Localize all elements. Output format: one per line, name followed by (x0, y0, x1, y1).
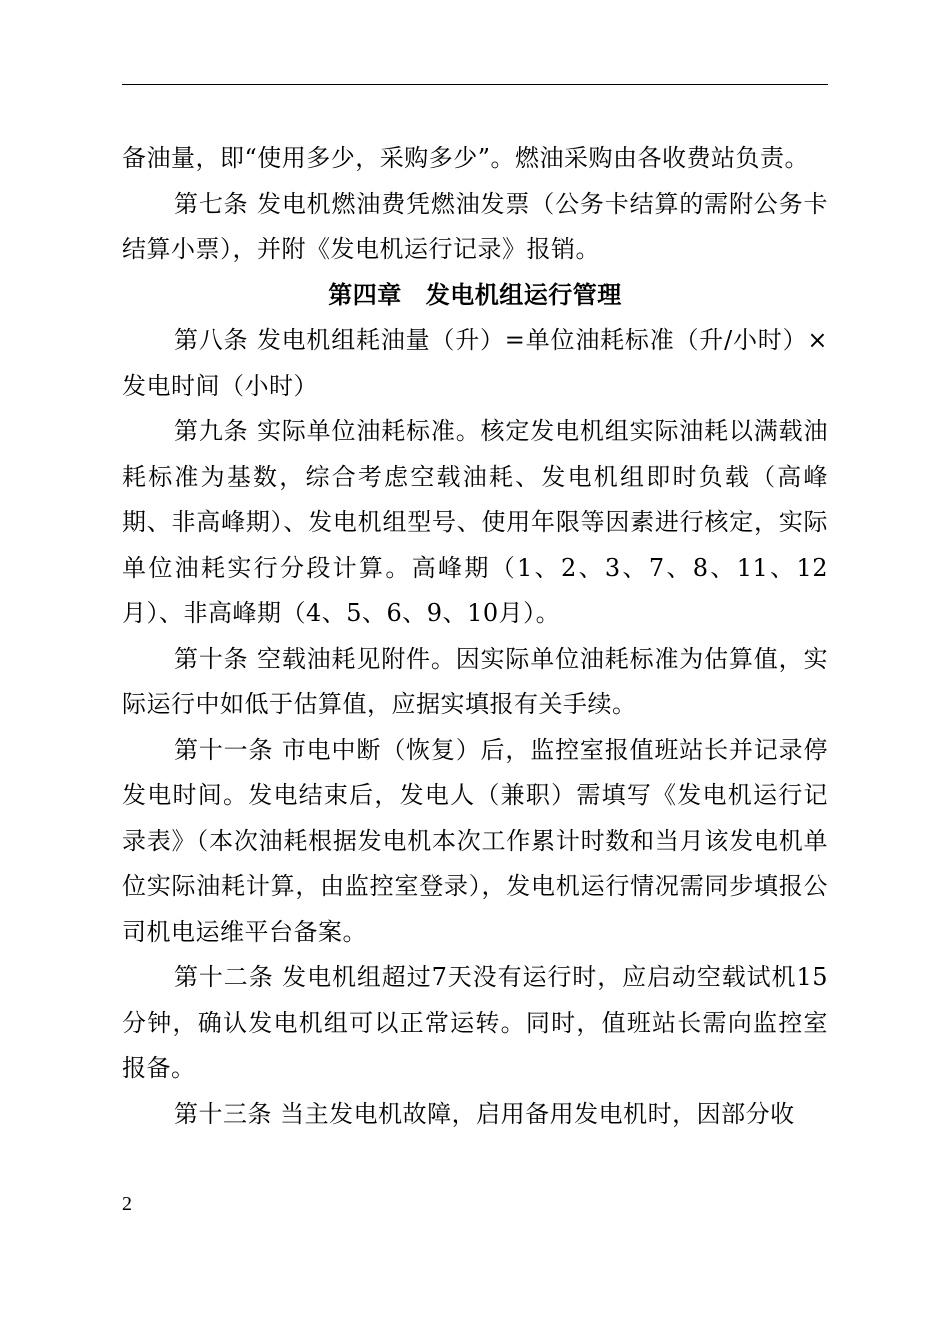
paragraph-article-12: 第十二条 发电机组超过7天没有运行时，应启动空载试机15分钟，确认发电机组可以正常运转。同时，值班站长需向监控室报备。 (122, 963, 828, 1082)
paragraph-article-13: 第十三条 当主发电机故障，启用备用发电机时，因部分收 (174, 1099, 795, 1128)
paragraph-article-8: 第八条 发电机组耗油量（升）=单位油耗标准（升/小时）×发电时间（小时） (122, 326, 828, 400)
paragraph-article-7: 第七条 发电机燃油费凭燃油发票（公务卡结算的需附公务卡结算小票），并附《发电机运行记录》报销。 (122, 189, 828, 263)
paragraph-article-10: 第十条 空载油耗见附件。因实际单位油耗标准为估算值，实际运行中如低于估算值，应据实填报有关手续。 (122, 644, 828, 718)
paragraph-continuation: 备油量，即“使用多少，采购多少”。燃油采购由各收费站负责。 (122, 144, 810, 172)
paragraph-article-11: 第十一条 市电中断（恢复）后，监控室报值班站长并记录停发电时间。发电结束后，发电人（兼职）需填写《发电机运行记录表》（本次油耗根据发电机本次工作累计时数和当月该发电机单位实际油耗计算，由监控室登录），发电机运行情况需同步填报公司机电运维平台备案。 (122, 735, 828, 946)
chapter-number: 第四章 (328, 280, 402, 309)
chapter-heading (122, 273, 828, 319)
document-body (122, 136, 828, 1137)
header-rule (122, 84, 828, 85)
paragraph-article-9: 第九条 实际单位油耗标准。核定发电机组实际油耗以满载油耗标准为基数，综合考虑空载油耗、发电机组即时负载（高峰期、非高峰期）、发电机组型号、使用年限等因素进行核定，实际单位油耗实行分段计算。高峰期（1、2、3、7、8、11、12月）、非高峰期（4、5、6、9、10月）。 (122, 417, 828, 627)
page-number: 2 (122, 1193, 132, 1215)
chapter-title: 发电机组运行管理 (425, 280, 622, 309)
